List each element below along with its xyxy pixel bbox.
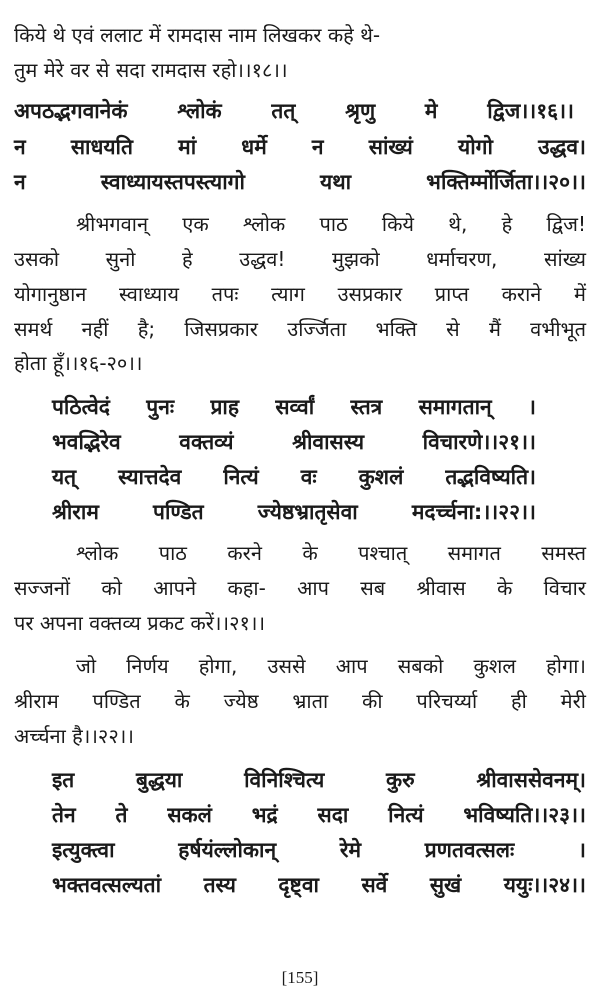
text-line: श्रीभगवान् एक श्लोक पाठ किये थे, हे द्विज! <box>76 212 586 236</box>
verse-line: इत्युक्त्वा हर्षयंल्लोकान् रेमे प्रणतवत्सलः । <box>52 838 586 862</box>
text-line: श्लोक पाठ करने के पश्चात् समागत समस्त <box>76 541 586 565</box>
verse-line: तेन ते सकलं भद्रं सदा नित्यं भविष्यति।।२३।। <box>52 803 586 827</box>
verse-line: यत् स्यात्तदेव नित्यं वः कुशलं तद्भविष्यति। <box>52 465 536 489</box>
text-line: सज्जनों को आपने कहा- आप सब श्रीवास के विचार <box>14 576 586 600</box>
text-line: होता हूँ।।१६-२०।। <box>14 351 143 375</box>
text-line: अर्च्चना है।।२२।। <box>14 724 134 748</box>
verse-line: पठित्वेदं पुनः प्राह सर्व्वां स्तत्र समागतान् । <box>52 395 536 419</box>
text-line: तुम मेरे वर से सदा रामदास रहो।।१८।। <box>14 58 288 82</box>
text-line: किये थे एवं ललाट में रामदास नाम लिखकर कहे थे- <box>14 23 381 47</box>
text-line: योगानुष्ठान स्वाध्याय तपः त्याग उसप्रकार प्राप्त कराने में <box>14 282 586 306</box>
verse-line: श्रीराम पण्डित ज्येष्ठभ्रातृसेवा मदर्च्चना:।।२२।। <box>52 500 536 524</box>
verse-line: इत बुद्धया विनिश्चित्य कुरु श्रीवाससेवनम्। <box>52 768 586 792</box>
text-line: उसको सुनो हे उद्धव! मुझको धर्माचरण, सांख्य <box>14 247 586 271</box>
verse-line: अपठद्भगवानेकं श्लोकं तत् श्रृणु मे द्विज।।१६।। <box>14 99 574 123</box>
text-line: श्रीराम पण्डित के ज्येष्ठ भ्राता की परिचर्य्या ही मेरी <box>14 689 586 713</box>
verse-line: न स्वाध्यायस्तपस्त्यागो यथा भक्तिर्म्मोर्जिता।।२०।। <box>14 170 586 194</box>
text-line: पर अपना वक्तव्य प्रकट करें।।२१।। <box>14 611 266 635</box>
verse-line: भवद्भिरेव वक्तव्यं श्रीवासस्य विचारणे।।२१।। <box>52 430 536 454</box>
verse-line: भक्तवत्सल्यतां तस्य दृष्ट्वा सर्वे सुखं ययुः।।२४।। <box>52 873 586 897</box>
verse-line: न साधयति मां धर्मे न सांख्यं योगो उद्धव। <box>14 135 586 159</box>
text-line: जो निर्णय होगा, उससे आप सबको कुशल होगा। <box>76 654 586 678</box>
page-number: [155] <box>281 968 319 987</box>
text-line: समर्थ नहीं है; जिसप्रकार उर्ज्जिता भक्ति से मैं वभीभूत <box>14 317 586 341</box>
